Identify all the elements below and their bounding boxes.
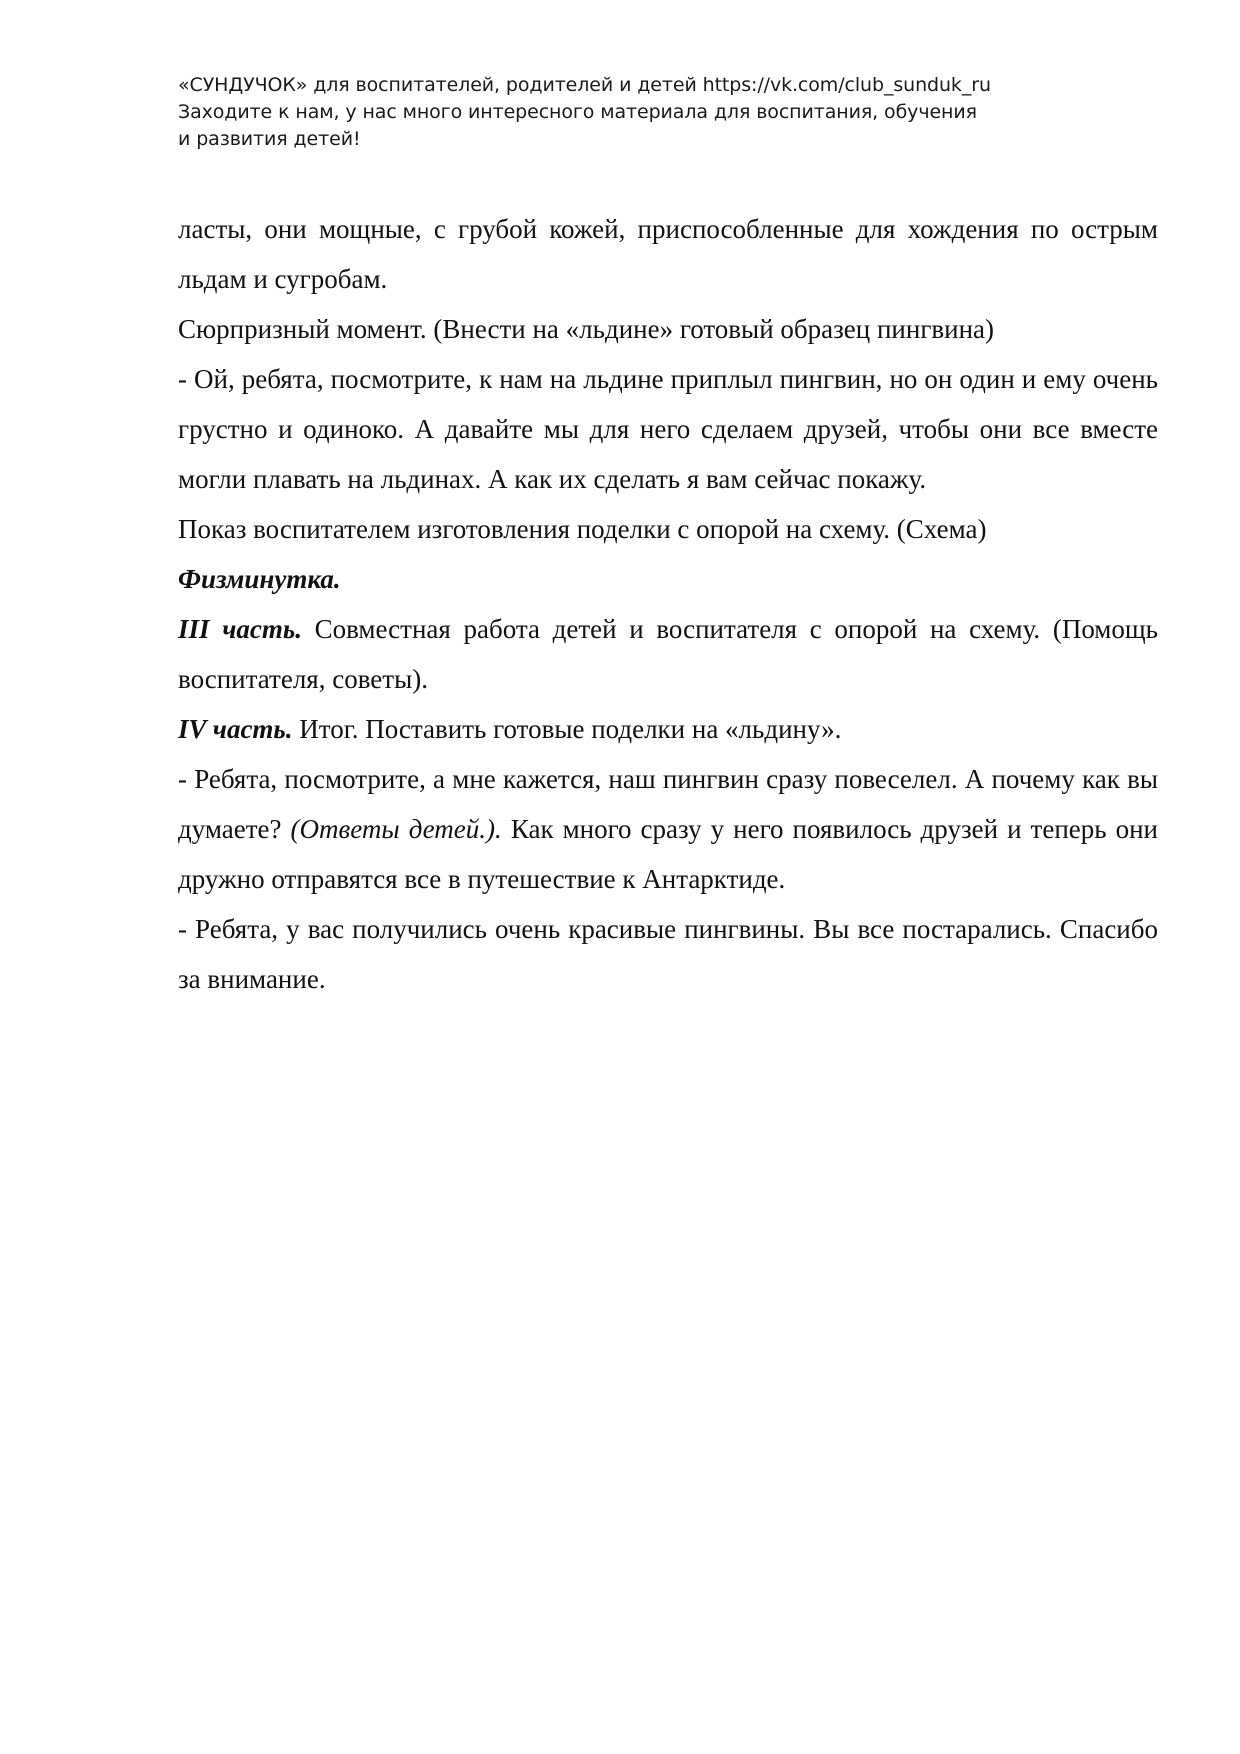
paragraph-penguin-cheered-up	[178, 754, 1158, 904]
paragraph-physical-break: Физминутка.	[178, 564, 341, 594]
paragraph-part-four	[178, 704, 1158, 754]
header-line-1: «СУНДУЧОК» для воспитателей, родителей и детей https://vk.com/club_sunduk_ru	[178, 74, 991, 96]
page-header	[178, 72, 1078, 153]
children-answers-note: (Ответы детей.).	[290, 814, 502, 844]
part-four-text: Итог. Поставить готовые поделки на «льдину».	[292, 714, 842, 744]
paragraph-penguin-arrived: - Ой, ребята, посмотрите, к нам на льдине приплыл пингвин, но он один и ему очень грустно и одиноко. А давайте мы для него сделаем друзей, чтобы они все вместе могли плавать на льдинах. А как их сделать я вам сейчас покажу.	[178, 364, 1158, 494]
paragraph-flippers: ласты, они мощные, с грубой кожей, приспособленные для хождения по острым льдам и сугробам.	[178, 214, 1158, 294]
paragraph-part-three	[178, 604, 1158, 704]
document-body	[178, 204, 1158, 1004]
header-line-2: Заходите к нам, у нас много интересного материала для воспитания, обучения	[178, 101, 977, 123]
part-three-label: III часть.	[178, 614, 302, 644]
cheered-up-text-start: - Ребята, посмотрите, а мне кажется, наш пингвин сразу повеселел. А почему как вы думаете?	[178, 764, 1158, 844]
paragraph-demonstration: Показ воспитателем изготовления поделки с опорой на схему. (Схема)	[178, 514, 987, 544]
paragraph-surprise-moment: Сюрпризный момент. (Внести на «льдине» готовый образец пингвина)	[178, 314, 995, 344]
header-line-3: и развития детей!	[178, 128, 361, 150]
part-three-text: Совместная работа детей и воспитателя с опорой на схему. (Помощь воспитателя, советы).	[178, 614, 1158, 694]
paragraph-closing: - Ребята, у вас получились очень красивые пингвины. Вы все постарались. Спасибо за внимание.	[178, 914, 1158, 994]
cheered-up-text-end: Как много сразу у него появилось друзей и теперь они дружно отправятся все в путешествие к Антарктиде.	[178, 814, 1158, 894]
part-four-label: IV часть.	[178, 714, 293, 744]
